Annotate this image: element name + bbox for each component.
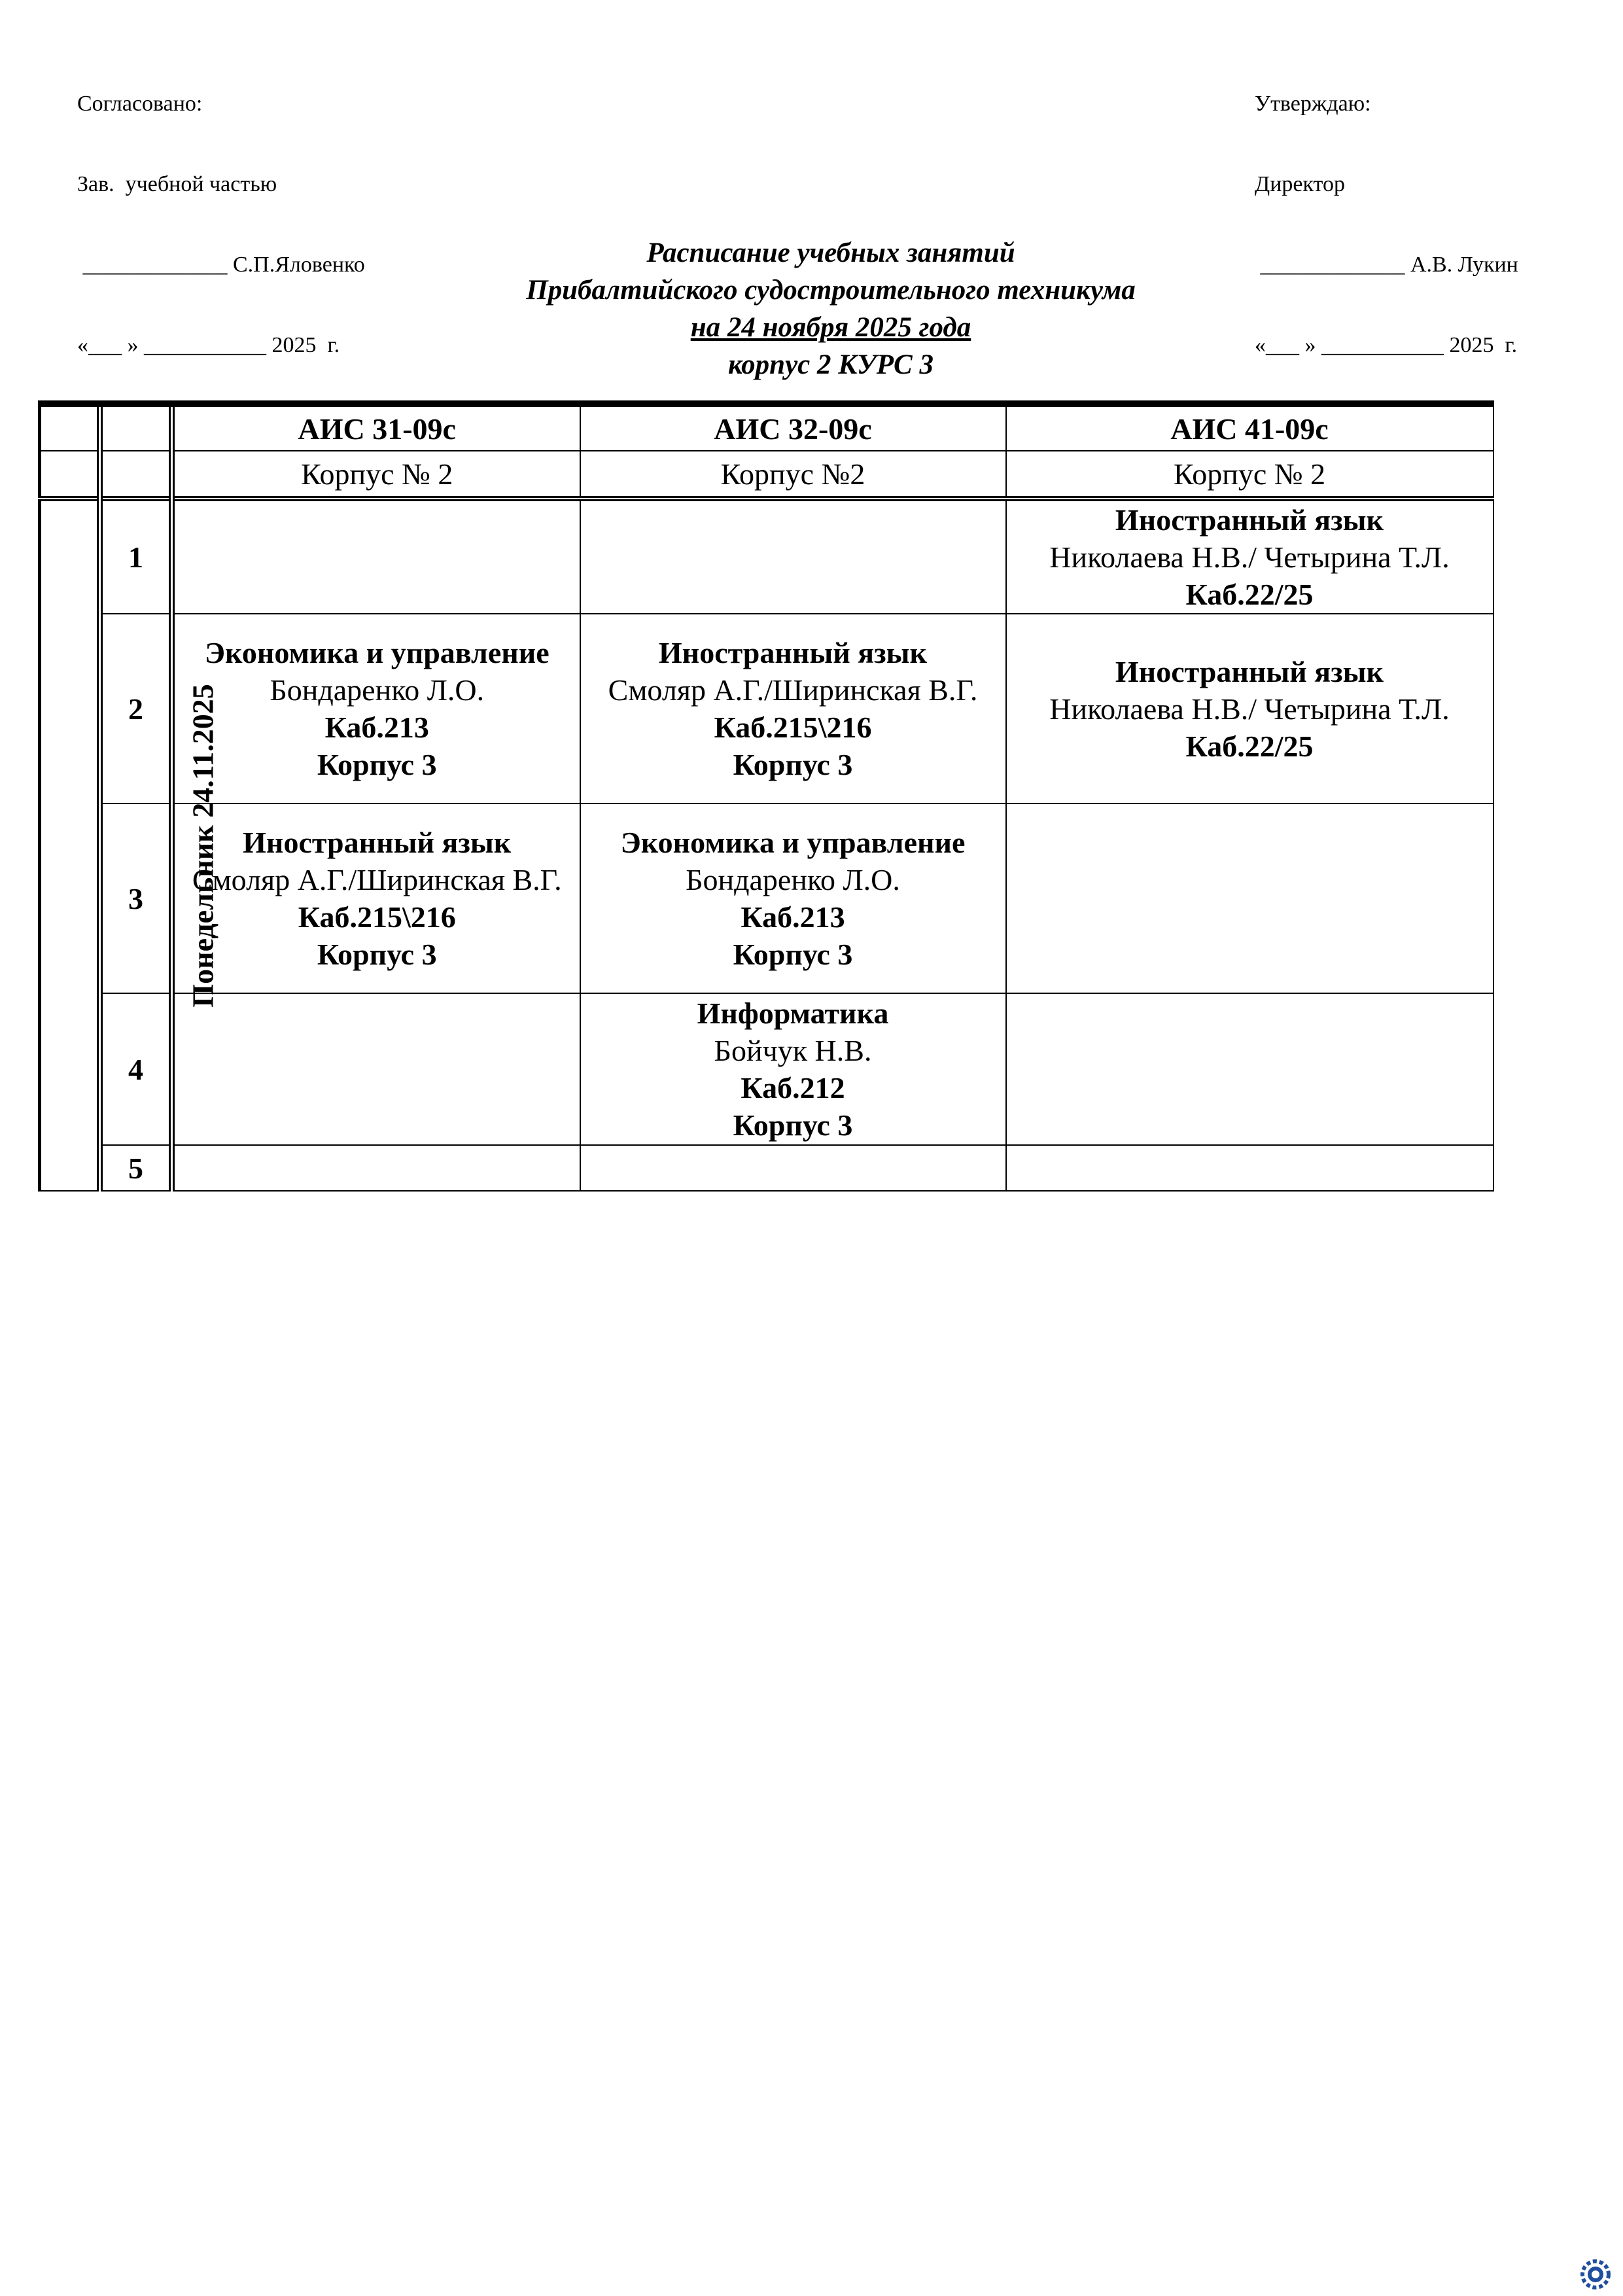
teacher-name: Бондаренко Л.О. bbox=[270, 673, 485, 707]
room-number: Каб.22/25 bbox=[1185, 578, 1314, 611]
lesson-number: 4 bbox=[100, 993, 172, 1145]
lesson-cell bbox=[580, 499, 1006, 614]
building-cell: Корпус № 2 bbox=[172, 451, 580, 499]
lesson-number: 3 bbox=[100, 804, 172, 993]
lesson-row bbox=[40, 804, 1493, 993]
corner-cell bbox=[40, 451, 100, 499]
building-cell: Корпус №2 bbox=[580, 451, 1006, 499]
lesson-cell bbox=[172, 614, 580, 804]
room-number: Каб.212 bbox=[741, 1071, 845, 1104]
schedule-table bbox=[38, 400, 1494, 1192]
subject-name: Экономика и управление bbox=[204, 636, 550, 669]
lesson-row bbox=[40, 614, 1493, 804]
title-line2: Прибалтийского судостроительного техникума bbox=[526, 275, 1136, 306]
room-number: Каб.215\216 bbox=[714, 711, 872, 744]
room-number: Каб.213 bbox=[324, 711, 429, 744]
approval-left-line2: Зав. учебной частью bbox=[77, 172, 277, 196]
corner-cell bbox=[100, 404, 172, 451]
group-header-cell: АИС 31-09с bbox=[172, 404, 580, 451]
page-title bbox=[0, 234, 1623, 383]
lesson-cell bbox=[172, 1145, 580, 1191]
building-row bbox=[40, 451, 1493, 499]
approval-right-line4: «___ » ___________ 2025 г. bbox=[1255, 333, 1518, 357]
lesson-cell bbox=[172, 804, 580, 993]
lesson-cell bbox=[172, 993, 580, 1145]
lesson-row bbox=[40, 993, 1493, 1145]
lesson-row bbox=[40, 1145, 1493, 1191]
lesson-cell bbox=[580, 614, 1006, 804]
teacher-name: Бойчук Н.В. bbox=[714, 1034, 872, 1067]
lesson-row bbox=[40, 499, 1493, 614]
group-header-cell: АИС 32-09с bbox=[580, 404, 1006, 451]
lesson-cell bbox=[172, 499, 580, 614]
corner-cell bbox=[100, 451, 172, 499]
approval-right-line2: Директор bbox=[1255, 172, 1345, 196]
title-line4: корпус 2 КУРС 3 bbox=[728, 349, 934, 380]
lesson-number: 2 bbox=[100, 614, 172, 804]
day-cell bbox=[40, 499, 220, 1191]
subject-name: Иностранный язык bbox=[658, 636, 928, 669]
lesson-cell bbox=[1006, 804, 1493, 993]
lesson-number: 5 bbox=[100, 1145, 172, 1191]
lesson-cell bbox=[580, 993, 1006, 1145]
room-number: Каб.213 bbox=[741, 900, 845, 934]
lesson-cell bbox=[1006, 993, 1493, 1145]
room-number: Каб.215\216 bbox=[298, 900, 456, 934]
lesson-number: 1 bbox=[100, 499, 172, 614]
approval-right-line3: _____________ А.В. Лукин bbox=[1255, 253, 1518, 277]
teacher-name: Смоляр А.Г./Ширинская В.Г. bbox=[608, 673, 978, 707]
title-line1: Расписание учебных занятий bbox=[646, 238, 1015, 268]
building-name: Корпус 3 bbox=[733, 748, 853, 781]
building-cell: Корпус № 2 bbox=[1006, 451, 1493, 499]
approval-left-line3: _____________ С.П.Яловенко bbox=[77, 253, 365, 277]
subject-name: Иностранный язык bbox=[1115, 654, 1384, 688]
teacher-name: Николаева Н.В./ Четырина Т.Л. bbox=[1049, 692, 1450, 726]
lesson-cell bbox=[580, 804, 1006, 993]
building-name: Корпус 3 bbox=[317, 938, 437, 971]
lesson-cell bbox=[1006, 1145, 1493, 1191]
building-name: Корпус 3 bbox=[733, 1108, 853, 1142]
lesson-cell bbox=[1006, 499, 1493, 614]
lesson-cell bbox=[1006, 614, 1493, 804]
approval-left-line4: «___ » ___________ 2025 г. bbox=[77, 333, 340, 357]
approval-left-line1: Согласовано: bbox=[77, 92, 203, 116]
subject-name: Экономика и управление bbox=[620, 826, 966, 859]
teacher-name: Смоляр А.Г./Ширинская В.Г. bbox=[192, 863, 562, 896]
title-line3 bbox=[0, 309, 1623, 346]
room-number: Каб.22/25 bbox=[1185, 729, 1314, 763]
day-label: Понедельник 24.11.2025 bbox=[186, 684, 220, 1008]
group-header-cell: АИС 41-09с bbox=[1006, 404, 1493, 451]
approval-right-line1: Утверждаю: bbox=[1255, 92, 1371, 116]
corner-cell bbox=[40, 404, 100, 451]
subject-name: Информатика bbox=[697, 997, 889, 1030]
subject-name: Иностранный язык bbox=[1115, 503, 1384, 537]
subject-name: Иностранный язык bbox=[243, 826, 512, 859]
lesson-cell bbox=[580, 1145, 1006, 1191]
group-header-row bbox=[40, 404, 1493, 451]
teacher-name: Николаева Н.В./ Четырина Т.Л. bbox=[1049, 540, 1450, 574]
gear-logo-icon bbox=[1579, 2258, 1612, 2291]
title-date: на 24 ноября 2025 года bbox=[690, 312, 971, 343]
teacher-name: Бондаренко Л.О. bbox=[686, 863, 900, 896]
building-name: Корпус 3 bbox=[733, 938, 853, 971]
building-name: Корпус 3 bbox=[317, 748, 437, 781]
